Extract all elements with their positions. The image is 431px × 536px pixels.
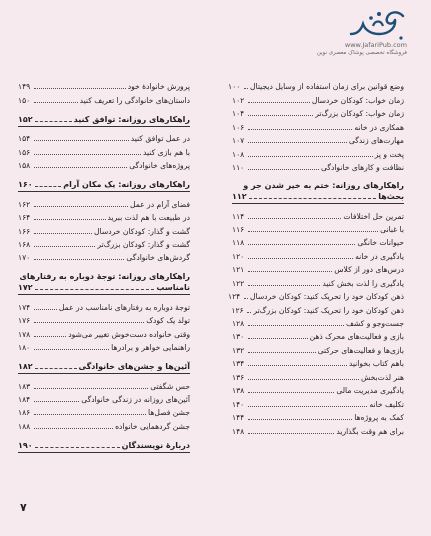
toc-entry: پرورش خانوادهٔ خود ۱۴۹ [18,82,190,92]
toc-entry: پروژه‌های خانوادگی ۱۵۸ [18,161,190,171]
toc-right-column [227,78,404,436]
toc-entry: داستان‌های خانوادگی را تعریف کنید ۱۵۰ [18,95,190,105]
toc-entry: ذهن کودکان خود را تحریک کنید: کودکان بزرگ‌تر ۱۲۶ [231,305,404,315]
toc-entry: جست‌وجو و کشف ۱۲۸ [232,319,404,328]
toc-section [18,271,190,352]
toc-entry: توجهٔ دوباره به رفتارهای نامناسب در عمل ۱۷۴ [18,302,190,312]
section-heading: راهکارهای روزانه: توجهٔ دوباره به رفتارهای [19,272,190,282]
toc-entry: هنر لذت‌بخش ۱۳۶ [232,372,404,382]
toc-entry: باهم کتاب بخوانید ۱۳۴ [232,359,404,369]
toc-entry: پخت و پز ۱۰۸ [232,149,404,159]
toc-entry: بازی و فعالیت‌های محرک ذهن ۱۳۰ [232,332,404,342]
toc-entry: فضای آرام در عمل ۱۶۲ [18,199,190,209]
section-underline [18,373,190,374]
toc-entry: زمان خواب: کودکان خردسال ۱۰۲ [232,95,404,105]
toc-entry: درس‌های دور از کلاس ۱۲۱ [232,265,404,275]
section-heading-row: راهکارهای روزانه: توافق کنید ۱۵۲ [18,114,190,124]
section-heading: راهکارهای روزانه: ختم به خیر شدن جر و [243,181,404,191]
toc-entry: نظافت و کارهای خانوادگی ۱۱۰ [232,163,404,173]
toc-entry: جشن فصل‌ها ۱۸۶ [18,408,190,418]
toc-section [227,180,404,436]
toc-entry: همکاری در خانه ۱۰۶ [232,122,404,132]
toc-entry: زمان خواب: کودکان بزرگ‌تر ۱۰۴ [232,109,404,119]
toc-entry: تکلیف خانه ۱۴۰ [232,399,404,409]
section-underline [18,191,190,192]
toc-section [18,361,190,431]
toc-entry: با غبانی ۱۱۶ [232,224,404,234]
toc-entry: یادگیری مدیریت مالی ۱۳۸ [232,386,404,396]
toc-entry: حیوانات خانگی ۱۱۸ [232,238,404,248]
section-heading-row: آئین‌ها و جشن‌های خانوادگی ۱۸۲ [18,362,190,372]
section-heading-row: بحث‌ها ۱۱۲ [232,192,404,202]
toc-entry: گردش‌های خانوادگی ۱۷۰ [18,253,190,263]
jafari-logo-icon [349,8,407,42]
toc-entry: ذهن کودکان خود را تحریک کنید: کودکان خردسال ۱۲۴ [227,292,404,302]
logo-url: www.JafariPub.com [344,41,407,49]
section-underline [18,126,190,127]
toc-entry: حس شگفتی ۱۸۳ [18,381,190,391]
toc-left-column [18,78,190,456]
toc-entry: با هم بازی کنید ۱۵۶ [18,147,190,157]
section-heading-row: دربارهٔ نویسندگان ۱۹۰ [18,440,190,450]
section-underline [18,294,190,295]
toc-section [18,114,190,170]
toc-entry: یادگیری در خانه ۱۲۰ [232,251,404,261]
logo-subtitle: فروشگاه تخصصی پوشاک معصری نوین [316,50,407,56]
toc-entry: کمک به پروژه‌ها ۱۴۴ [232,413,404,423]
section-underline [232,203,404,204]
toc-entry: جشن گردهمایی خانواده ۱۸۸ [18,421,190,431]
toc-entry: تولد یک کودک ۱۷۶ [18,316,190,326]
toc-entry: در عمل توافق کنید ۱۵۴ [18,134,190,144]
publisher-logo [316,8,407,56]
toc-section [18,179,190,262]
toc-entry: برای هم وقت بگذارید ۱۴۸ [232,426,404,436]
toc-section [18,440,190,453]
toc-entry: وضع قوانین برای زمان استفاده از وسایل دیجیتال ۱۰۰ [228,82,404,92]
toc-entry: راهنمایی خواهر و برادرها ۱۸۰ [18,343,190,353]
section-heading-row: نامناسب ۱۷۲ [18,283,190,293]
toc-entry: در طبیعت با هم لذت ببرید ۱۶۴ [18,213,190,223]
toc-entry: مهارت‌های زندگی ۱۰۷ [232,136,404,146]
toc-entry: یادگیری را لذت بخش کنید ۱۲۲ [232,278,404,288]
toc-entry: وقتی خانواده دست‌خوش تغییر می‌شود ۱۷۸ [18,329,190,339]
toc-entry: گشت و گذار: کودکان بزرگ‌تر ۱۶۸ [18,239,190,249]
toc-entry: آئین‌های روزانه در زندگی خانوادگی ۱۸۴ [18,395,190,404]
toc-entry: تمرین حل اختلافات ۱۱۴ [232,211,404,221]
page-number: ۷ [20,501,27,514]
section-heading-row: راهکارهای روزانه: یک مکان آرام ۱۶۰ [18,180,190,190]
toc-entry: گشت و گذار: کودکان خردسال ۱۶۶ [18,226,190,236]
toc-entry: بازی‌ها و فعالیت‌های حرکتی ۱۳۲ [232,345,404,355]
section-underline [18,452,190,453]
